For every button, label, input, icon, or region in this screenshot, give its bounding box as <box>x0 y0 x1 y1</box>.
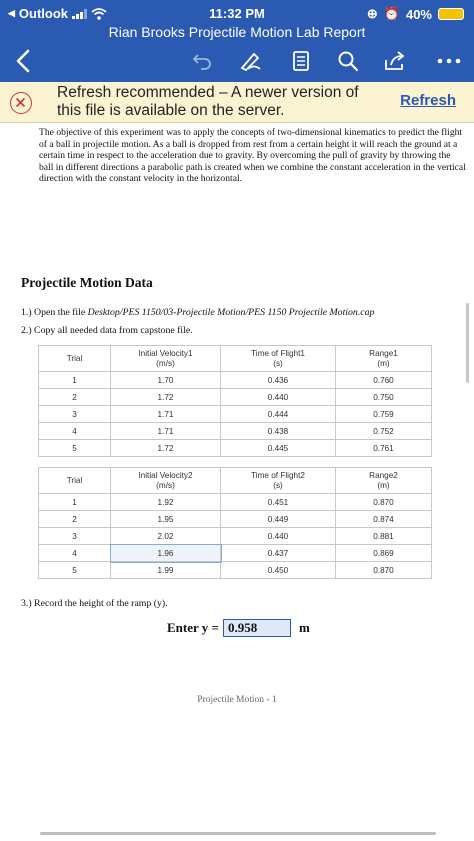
data-cell: 0.881 <box>336 528 432 545</box>
trial-cell: 4 <box>39 545 111 562</box>
toolbar <box>0 46 474 78</box>
status-time: 11:32 PM <box>209 6 265 21</box>
undo-icon <box>191 51 213 71</box>
table-row <box>39 372 432 389</box>
column-header: Trial <box>39 346 111 372</box>
search-icon <box>337 50 359 72</box>
app-header <box>0 0 474 82</box>
scrollbar[interactable] <box>466 303 469 383</box>
data-cell: 0.759 <box>336 406 432 423</box>
column-header: Initial Velocity2 (m/s) <box>111 468 221 494</box>
table-row <box>39 545 432 562</box>
column-header: Range2 (m) <box>336 468 432 494</box>
column-header: Time of Flight1 (s) <box>221 346 336 372</box>
share-button[interactable] <box>380 46 410 76</box>
data-table-2 <box>38 467 432 579</box>
data-cell: 1.71 <box>111 423 221 440</box>
chevron-left-icon <box>15 49 31 73</box>
column-header: Initial Velocity1 (m/s) <box>111 346 221 372</box>
table-row <box>39 494 432 511</box>
trial-cell: 1 <box>39 372 111 389</box>
data-cell: 1.72 <box>111 389 221 406</box>
data-cell: 0.752 <box>336 423 432 440</box>
data-cell: 0.440 <box>221 389 336 406</box>
data-cell: 0.761 <box>336 440 432 457</box>
column-header: Range1 (m) <box>336 346 432 372</box>
refresh-link[interactable]: Refresh <box>400 92 456 109</box>
trial-cell: 3 <box>39 406 111 423</box>
undo-button[interactable] <box>188 46 216 76</box>
table-row <box>39 562 432 579</box>
document-page <box>0 123 474 813</box>
trial-cell: 2 <box>39 389 111 406</box>
dismiss-banner-button[interactable] <box>10 92 32 114</box>
battery-icon <box>438 8 464 20</box>
share-icon <box>383 50 407 72</box>
data-cell: 2.02 <box>111 528 221 545</box>
data-cell: 1.96 <box>111 545 221 562</box>
data-cell: 0.436 <box>221 372 336 389</box>
trial-cell: 4 <box>39 423 111 440</box>
banner-message: Refresh recommended – A newer version of this file is available on the server. <box>57 84 359 119</box>
refresh-banner <box>0 82 474 123</box>
data-cell: 0.870 <box>336 562 432 579</box>
screen-lock-icon: ⊕ <box>366 6 378 21</box>
pen-icon <box>238 50 264 72</box>
more-button[interactable] <box>432 46 466 76</box>
data-cell: 0.437 <box>221 545 336 562</box>
reading-view-button[interactable] <box>288 46 314 76</box>
section-title: Projectile Motion Data <box>21 275 153 290</box>
entry-unit: m <box>298 620 310 635</box>
trial-cell: 5 <box>39 440 111 457</box>
table-row <box>39 406 432 423</box>
data-cell: 0.870 <box>336 494 432 511</box>
close-icon <box>11 93 30 112</box>
data-cell: 0.445 <box>221 440 336 457</box>
data-cell: 0.750 <box>336 389 432 406</box>
data-cell: 0.874 <box>336 511 432 528</box>
step-1 <box>21 307 374 318</box>
table-row <box>39 423 432 440</box>
data-cell: 0.869 <box>336 545 432 562</box>
page-footer: Projectile Motion - 1 <box>197 695 277 705</box>
data-cell: 0.760 <box>336 372 432 389</box>
column-header: Time of Flight2 (s) <box>221 468 336 494</box>
ramp-height-field[interactable]: 0.958 <box>223 619 291 637</box>
data-cell: 1.71 <box>111 406 221 423</box>
table-row <box>39 440 432 457</box>
status-right <box>367 6 464 22</box>
back-button[interactable] <box>8 46 38 76</box>
table-header-row <box>39 346 432 372</box>
back-app-label: Outlook <box>18 6 69 21</box>
data-cell: 0.449 <box>221 511 336 528</box>
column-header: Trial <box>39 468 111 494</box>
back-triangle-icon: ◀ <box>8 8 15 18</box>
data-cell: 1.99 <box>111 562 221 579</box>
draw-button[interactable] <box>236 46 266 76</box>
status-bar <box>0 6 474 24</box>
table-row <box>39 389 432 406</box>
data-cell: 1.92 <box>111 494 221 511</box>
entry-label: Enter y = <box>167 620 219 635</box>
step-3: 3.) Record the height of the ramp (y). <box>21 598 168 609</box>
data-cell: 0.438 <box>221 423 336 440</box>
data-cell: 0.444 <box>221 406 336 423</box>
search-button[interactable] <box>334 46 362 76</box>
data-cell: 1.95 <box>111 511 221 528</box>
trial-cell: 2 <box>39 511 111 528</box>
data-cell: 1.70 <box>111 372 221 389</box>
data-cell: 0.440 <box>221 528 336 545</box>
document-title: Rian Brooks Projectile Motion Lab Report <box>108 24 366 40</box>
trial-cell: 5 <box>39 562 111 579</box>
alarm-icon: ⏰ <box>383 6 400 21</box>
ramp-height-entry <box>167 619 310 637</box>
battery-percent: 40% <box>405 6 432 22</box>
data-cell: 0.450 <box>221 562 336 579</box>
step-2: 2.) Copy all needed data from capstone file. <box>21 325 193 336</box>
data-table-1 <box>38 345 432 457</box>
data-cell: 1.72 <box>111 440 221 457</box>
document-icon <box>292 50 310 72</box>
more-icon <box>437 58 461 64</box>
home-indicator[interactable] <box>40 832 436 835</box>
step-1-prefix: 1.) Open the file <box>21 307 88 318</box>
data-cell: 0.451 <box>221 494 336 511</box>
table-row <box>39 511 432 528</box>
table-row <box>39 528 432 545</box>
table-header-row <box>39 468 432 494</box>
file-path: Desktop/PES 1150/03-Projectile Motion/PES 1150 Projectile Motion.cap <box>87 307 375 318</box>
trial-cell: 1 <box>39 494 111 511</box>
intro-paragraph: The objective of this experiment was to apply the concepts of two-dimensional kinematics to predict the flight of a ball in projectile motion. As a ball is dropped from rest from a certain height it will reach the ground at a certain time in respect to the acceleration due to gravity. By overcoming the pull of gravity by throwing the ball in different directions a parabolic path is created when we combine the constant acceleration in the vertical direction with the constant velocity in the horizontal. <box>39 127 466 185</box>
trial-cell: 3 <box>39 528 111 545</box>
